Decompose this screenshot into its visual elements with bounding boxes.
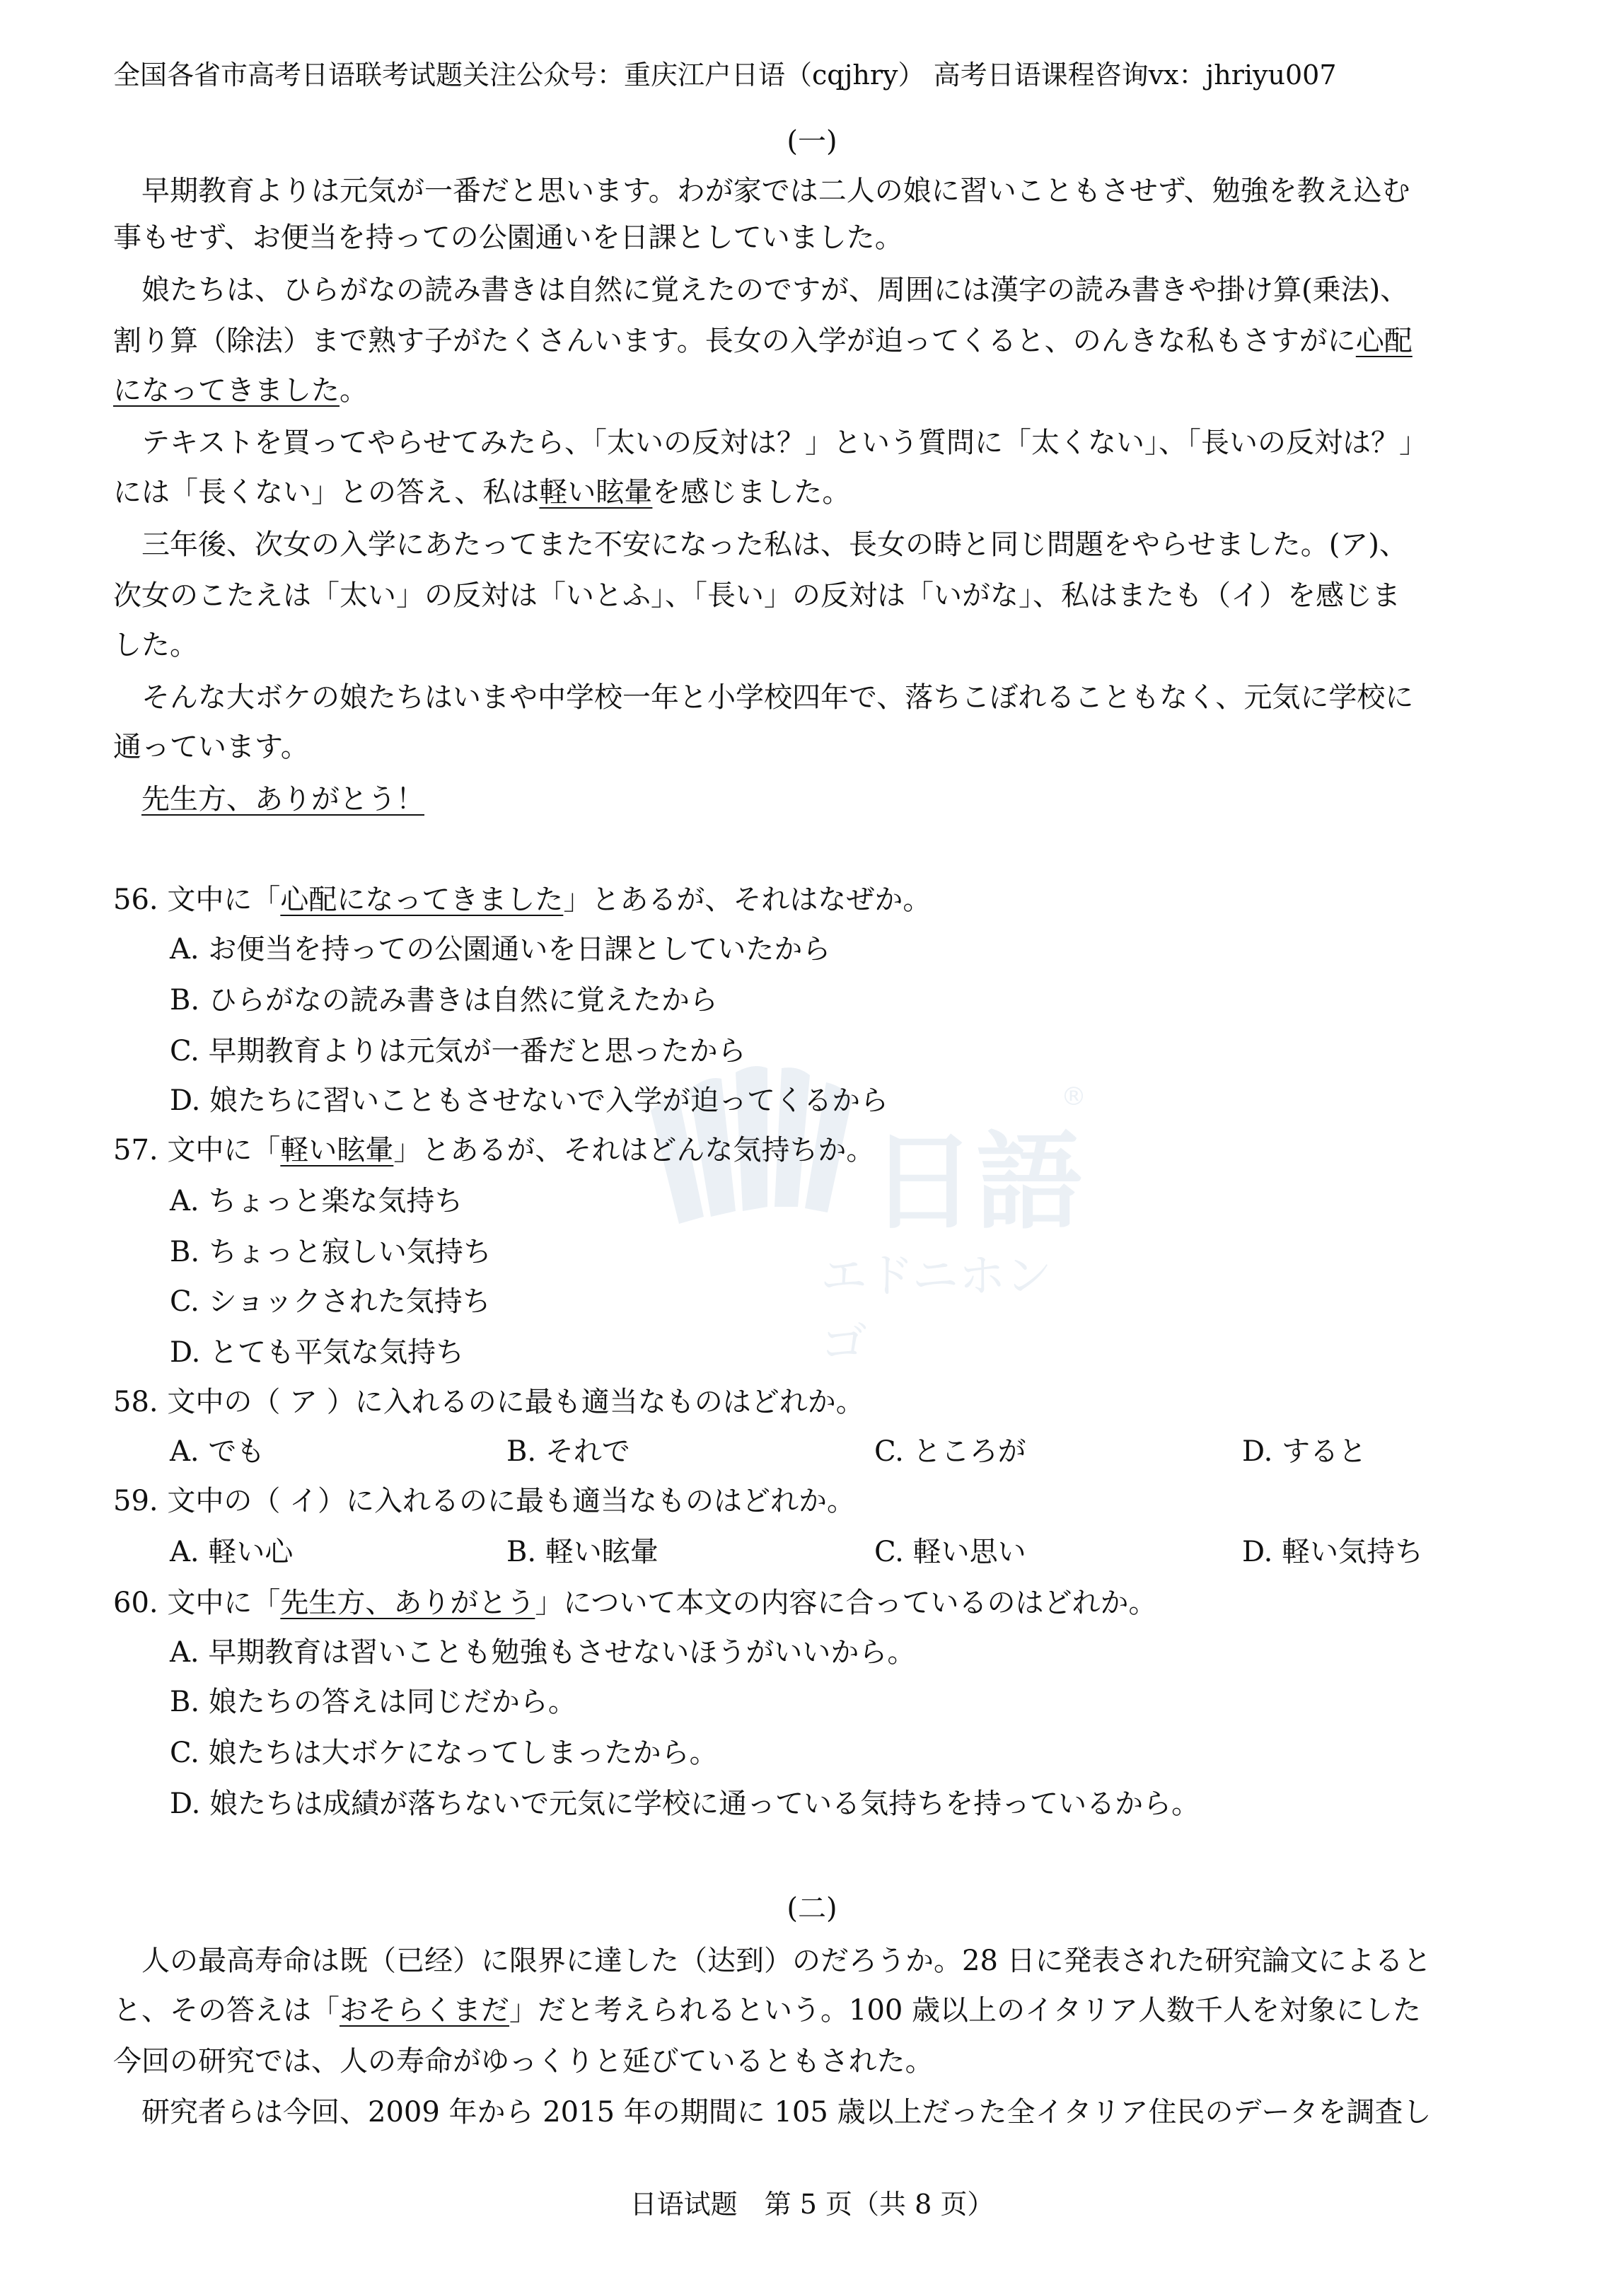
text: 57. 文中に「 xyxy=(113,1134,281,1166)
option-60-c[interactable]: C. 娘たちは大ボケになってしまったから。 xyxy=(170,1737,718,1769)
page-footer: 日语试题 第 5 页（共 8 页） xyxy=(630,2189,994,2220)
passage1-line: 次女のこたえは「太い」の反対は「いとふ」、「長い」の反対は「いがな」、私はまたも（イ）を感じま xyxy=(113,579,1400,612)
text: と、その答えは「 xyxy=(113,1994,340,2027)
option-57-c[interactable]: C. ショックされた気持ち xyxy=(170,1285,491,1318)
passage1-line: した。 xyxy=(113,629,198,661)
passage1-line: 早期教育よりは元気が一番だと思います。わが家では二人の娘に習いこともさせず、勉強を教え込む xyxy=(141,175,1410,207)
question-59: 59. 文中の（ イ）に入れるのに最も適当なものはどれか。 xyxy=(113,1485,856,1517)
section-title-2: (二) xyxy=(787,1892,837,1925)
underlined-phrase: 心配になってきました xyxy=(280,884,564,916)
passage2-line xyxy=(113,1992,1421,2029)
option-58-a[interactable]: A. でも xyxy=(170,1435,265,1468)
passage1-line: そんな大ボケの娘たちはいまや中学校一年と小学校四年で、落ちこぼれることもなく、元気に学校に xyxy=(141,681,1414,714)
underlined-phrase: 心配 xyxy=(1355,325,1413,357)
option-58-b[interactable]: B. それで xyxy=(506,1435,630,1468)
underlined-phrase: おそらくまだ xyxy=(340,1994,509,2027)
text: 」とあるが、それはなぜか。 xyxy=(563,884,932,916)
option-58-c[interactable]: C. ところが xyxy=(874,1435,1026,1468)
text: 割り算（除法）まで熟す子がたくさんいます。長女の入学が迫ってくると、のんきな私もさすがに xyxy=(113,325,1356,357)
passage1-line xyxy=(113,372,368,409)
option-57-b[interactable]: B. ちょっと寂しい気持ち xyxy=(170,1236,492,1268)
question-56 xyxy=(113,881,931,918)
underlined-phrase: 軽い眩暈 xyxy=(539,476,653,509)
option-56-b[interactable]: B. ひらがなの読み書きは自然に覚えたから xyxy=(170,984,718,1017)
text: には「長くない」との答え、私は xyxy=(113,476,540,509)
passage1-line: 事もせず、お便当を持っての公園通いを日課としていました。 xyxy=(113,221,903,254)
text: 60. 文中に「 xyxy=(113,1587,281,1619)
passage1-line: 通っています。 xyxy=(113,731,309,763)
watermark-mark: ® xyxy=(1061,1082,1086,1111)
underlined-phrase: 先生方、ありがとう！ xyxy=(141,783,424,816)
passage1-line xyxy=(113,474,850,511)
question-58: 58. 文中の（ ア ）に入れるのに最も適当なものはどれか。 xyxy=(113,1386,864,1418)
option-59-d[interactable]: D. 軽い気持ち xyxy=(1242,1536,1424,1568)
option-56-d[interactable]: D. 娘たちに習いこともさせないで入学が迫ってくるから xyxy=(170,1084,889,1117)
option-57-a[interactable]: A. ちょっと楽な気持ち xyxy=(170,1185,463,1217)
watermark-kana: エドニホンゴ xyxy=(820,1249,1052,1370)
passage1-line: 娘たちは、ひらがなの読み書きは自然に覚えたのですが、周囲には漢字の読み書きや掛け算(乗法)、 xyxy=(141,274,1409,306)
option-60-a[interactable]: A. 早期教育は習いことも勉強もさせないほうがいいから。 xyxy=(170,1636,916,1669)
question-57 xyxy=(113,1132,874,1169)
option-56-c[interactable]: C. 早期教育よりは元気が一番だと思ったから xyxy=(170,1035,746,1067)
option-59-c[interactable]: C. 軽い思い xyxy=(874,1536,1026,1568)
passage2-line: 今回の研究では、人の寿命がゆっくりと延びているともされた。 xyxy=(113,2045,934,2078)
option-59-a[interactable]: A. 軽い心 xyxy=(170,1536,294,1568)
underlined-phrase: になってきました xyxy=(113,374,340,407)
text: 。 xyxy=(340,374,368,407)
passage1-line: 三年後、次女の入学にあたってまた不安になった私は、長女の時と同じ問題をやらせました。(ア)、 xyxy=(141,528,1408,561)
page-header: 全国各省市高考日语联考试题关注公众号：重庆江户日语（cqjhry） 高考日语课程咨询vx：jhriyu007 xyxy=(113,59,1337,91)
passage2-line: 研究者らは今回、2009 年から 2015 年の期間に 105 歳以上だった全イタリア住民のデータを調査し xyxy=(141,2096,1432,2129)
option-60-b[interactable]: B. 娘たちの答えは同じだから。 xyxy=(170,1686,576,1718)
option-59-b[interactable]: B. 軽い眩暈 xyxy=(506,1536,659,1568)
text: 」について本文の内容に合っているのはどれか。 xyxy=(535,1587,1157,1619)
text: 56. 文中に「 xyxy=(113,884,281,916)
passage1-line: テキストを買ってやらせてみたら、「太いの反対は？」という質問に「太くない」、「長いの反対は？」 xyxy=(141,427,1427,459)
passage2-line: 人の最高寿命は既（已经）に限界に達した（达到）のだろうか。28 日に発表された研究論文によると xyxy=(141,1945,1432,1977)
section-title-1: (一) xyxy=(787,125,837,158)
underlined-phrase: 軽い眩暈 xyxy=(280,1134,394,1166)
option-57-d[interactable]: D. とても平気な気持ち xyxy=(170,1336,465,1369)
text: を感じました。 xyxy=(652,476,851,509)
question-60 xyxy=(113,1585,1157,1621)
option-60-d[interactable]: D. 娘たちは成績が落ちないで元気に学校に通っている気持ちを持っているから。 xyxy=(170,1788,1200,1820)
underlined-phrase: 先生方、ありがとう xyxy=(280,1587,535,1619)
watermark-kanji: 日語 xyxy=(870,1121,1083,1244)
passage1-line xyxy=(141,781,424,818)
passage1-line xyxy=(113,323,1413,359)
text: 」とあるが、それはどんな気持ちか。 xyxy=(393,1134,875,1166)
option-58-d[interactable]: D. すると xyxy=(1242,1435,1367,1468)
text: 」だと考えられるという。100 歳以上のイタリア人数千人を対象にした xyxy=(509,1994,1422,2027)
option-56-a[interactable]: A. お便当を持っての公園通いを日課としていたから xyxy=(170,933,831,966)
